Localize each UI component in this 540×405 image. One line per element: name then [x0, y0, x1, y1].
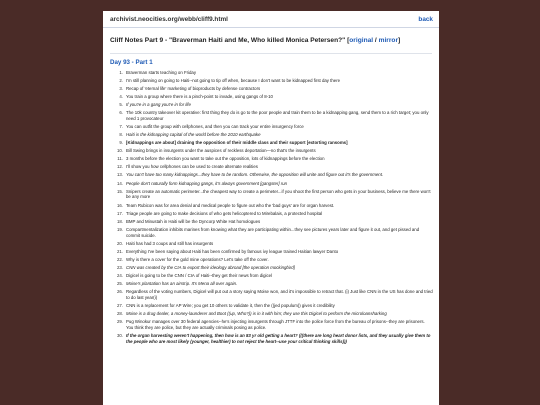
list-item: [113, 289, 433, 301]
list-item-text: 3 months before the election you want to take out the opposition, lots of kidnappings before the election: [126, 156, 325, 162]
list-item: [113, 78, 433, 84]
list-item-text: I'll show you how cellphones can be used to create alternate realities: [126, 164, 258, 170]
list-item-number: 2.: [119, 78, 123, 84]
list-item-number: 9.: [119, 140, 123, 146]
list-item-text: Compartmentalization inhibits marines from knowing what they are participating within...they see pictures years later and figure it out, and get pissed and commit suicide.: [126, 226, 420, 238]
list-item: [113, 172, 433, 178]
list-item: [113, 110, 433, 122]
list-item-number: 13.: [116, 172, 123, 178]
list-item-number: 4.: [119, 94, 123, 100]
list-item: [113, 140, 433, 146]
top-bar: [103, 11, 439, 28]
list-item-text: You train a group where there is a pinch-point to invade, using gangs of 8-10: [126, 94, 273, 100]
section-heading: Day 93 - Part 1: [110, 59, 153, 66]
list-item-number: 6.: [119, 110, 123, 116]
list-item: [113, 281, 433, 287]
list-item: [113, 181, 433, 187]
list-item-text: I'm still planning on going to Haiti--not going to tip off when, because I don't want to be kidnapped first day there: [126, 78, 341, 84]
list-item-text: Bill Swing brings in insurgents under the auspices of reckless deportation—no that's the insurgents: [126, 148, 316, 154]
list-item-text: You can't have too many kidnappings...they have to be random. Otherwise, the opposition will unite and figure out it's the government.: [126, 172, 384, 178]
list-item-text: Haiti has had 3 coups and still has insurgents: [126, 240, 214, 246]
title-bracket-close: ]: [398, 37, 401, 44]
mirror-link[interactable]: mirror: [378, 37, 399, 44]
list-item: [113, 219, 433, 225]
list-item-text: People don't naturally form kidnapping gangs, it's always government [gangster] run: [126, 180, 288, 186]
list-item: [113, 94, 433, 100]
list-item: [113, 124, 433, 130]
list-item-number: 26.: [116, 288, 123, 294]
title-separator: /: [373, 37, 379, 44]
list-item-text: Everything I've been saying about Haiti has been confirmed by famous ivy league trained Haitian lawyer Danto: [126, 248, 339, 254]
list-item-number: 11.: [117, 156, 123, 162]
list-item-number: 14.: [116, 180, 123, 186]
list-item: [113, 227, 433, 239]
list-item: [113, 156, 433, 162]
list-item-number: 24.: [116, 272, 123, 278]
list-item: [113, 303, 433, 309]
list-item-text: Team Rubicon was for area denial and medical people to figure out who the 'bad guys' are for organ harvest.: [126, 202, 335, 208]
list-item: [113, 189, 433, 201]
list-item: [113, 148, 433, 154]
list-item-number: 29.: [116, 318, 123, 324]
list-item-number: 19.: [116, 226, 123, 232]
list-item-number: 18.: [116, 218, 123, 224]
original-link[interactable]: original: [349, 37, 374, 44]
list-item-text: Triage people are going to make decisions of who gets helicoptered to Mirebalais, a protected hospital: [126, 210, 323, 216]
page-title-text: Cliff Notes Part 9 - "Braverman Haiti and Me, Who killed Monica Petersen?" [: [110, 37, 350, 44]
list-item: [113, 333, 433, 345]
list-item-number: 22.: [116, 256, 123, 262]
list-item: [113, 249, 433, 255]
list-item-text: Moise's plantation has an airstrip. It's Mena all over again.: [126, 280, 238, 286]
list-item-text: You can outfit the group with cellphones, and then you can track your entire insurgency force: [126, 124, 304, 130]
list-item: [113, 273, 433, 279]
page-title: [103, 28, 439, 44]
list-item: [113, 241, 433, 247]
list-item: [113, 311, 433, 317]
notes-list: [103, 70, 439, 345]
list-item: [113, 265, 433, 271]
list-item-number: 27.: [116, 302, 123, 308]
list-item-text: Snipers create an automatic perimeter...the cheapest way to create a perimeter...if you shoot the first person who gets in your business, believe me there won't be any more: [126, 188, 431, 200]
list-item: [113, 86, 433, 92]
list-item-text: CNN was created by the CIA to export their ideology abroad [the operation mockingbird]: [126, 264, 295, 270]
list-item-text: Haiti is the kidnapping capital of the world before the 2010 earthquake: [126, 132, 261, 138]
list-item-number: 8.: [119, 132, 123, 138]
list-item-number: 1.: [119, 70, 123, 75]
list-item-number: 20.: [116, 240, 123, 246]
page-content: [103, 11, 439, 405]
list-item-text: BMP and Minustah in Haiti will be the Dyncorp White Hat homologues: [126, 218, 261, 224]
list-item: [113, 70, 433, 76]
list-item-text: Why is there a cover for the gold mine operations? Let's take off the cover.: [126, 256, 269, 262]
list-item-text: CNN is a replacement for AP Wire; you get 10 others to validate it, then the ((jed populum)) gives it credibility: [126, 302, 335, 308]
list-item-text: Braverman starts teaching on Friday: [126, 70, 197, 75]
list-item: [113, 319, 433, 331]
list-item-number: 16.: [116, 202, 123, 208]
list-item-text: The 10k country takeover kit operative: first thing they do is go to the poor people and train them to be a kidnapping gang, send them to a rich target; you only need 1 provocateur: [126, 110, 429, 122]
list-item-number: 17.: [116, 210, 123, 216]
list-item-text: Pug Winokur manages over 30 federal agencies--he's injecting insurgents through JTTF into the police force from the bureau of prisons--they are prisoners. You think they are police, but they are actually criminals posing as police.: [126, 318, 425, 330]
list-item: [113, 132, 433, 138]
list-item-text: If the organ harvesting weren't happening, then how is an 83 yr old getting a heart? (((there are long heart donor lists, and they usually give them to the people who are most likely (younger, healthier) to not reject the heart--use your critical thinking skills))): [126, 332, 431, 344]
back-link[interactable]: back: [418, 15, 433, 23]
list-item-number: 10.: [116, 148, 123, 154]
list-item-number: 5.: [119, 102, 123, 108]
list-item: [113, 164, 433, 170]
list-item-text: [Kidnappings are about] draining the opposition of their middle class and their support [extorting ransoms]: [126, 140, 348, 146]
list-item-text: If you're in a gang you're in for life: [126, 102, 191, 108]
list-item-number: 7.: [119, 124, 123, 130]
list-item-text: Digicel is going to be the CNN / CIA of Haiti--they get their news from digicel: [126, 272, 273, 278]
list-item-number: 12.: [116, 164, 123, 170]
list-item-number: 3.: [119, 86, 123, 92]
list-item: [113, 102, 433, 108]
list-item: [113, 211, 433, 217]
list-item-number: 28.: [116, 310, 123, 316]
list-item-text: Regardless of the voting numbers, Digicel will put out a story saying Moise won, and it's impossible to retract that. (i) Just like CNN in the US has done and tried to do last year(i): [126, 288, 433, 300]
list-item-text: Recap of 'eternal life' marketing of bioproducts by defense contractors: [126, 86, 261, 92]
list-item-number: 15.: [116, 188, 123, 194]
list-item-number: 30.: [116, 332, 123, 338]
list-item: [113, 257, 433, 263]
list-item-number: 21.: [116, 248, 123, 254]
list-item-number: 25.: [116, 280, 123, 286]
list-item: [113, 203, 433, 209]
list-item-number: 23.: [116, 264, 123, 270]
list-item-text: Moise is a drug dealer, a money-launderer and Boot ((up, Who?)) is in it with him; they use this Digicel to perform the microloansharking: [126, 310, 387, 316]
site-address: archivist.neocities.org/webb/cliff9.html: [110, 15, 228, 23]
